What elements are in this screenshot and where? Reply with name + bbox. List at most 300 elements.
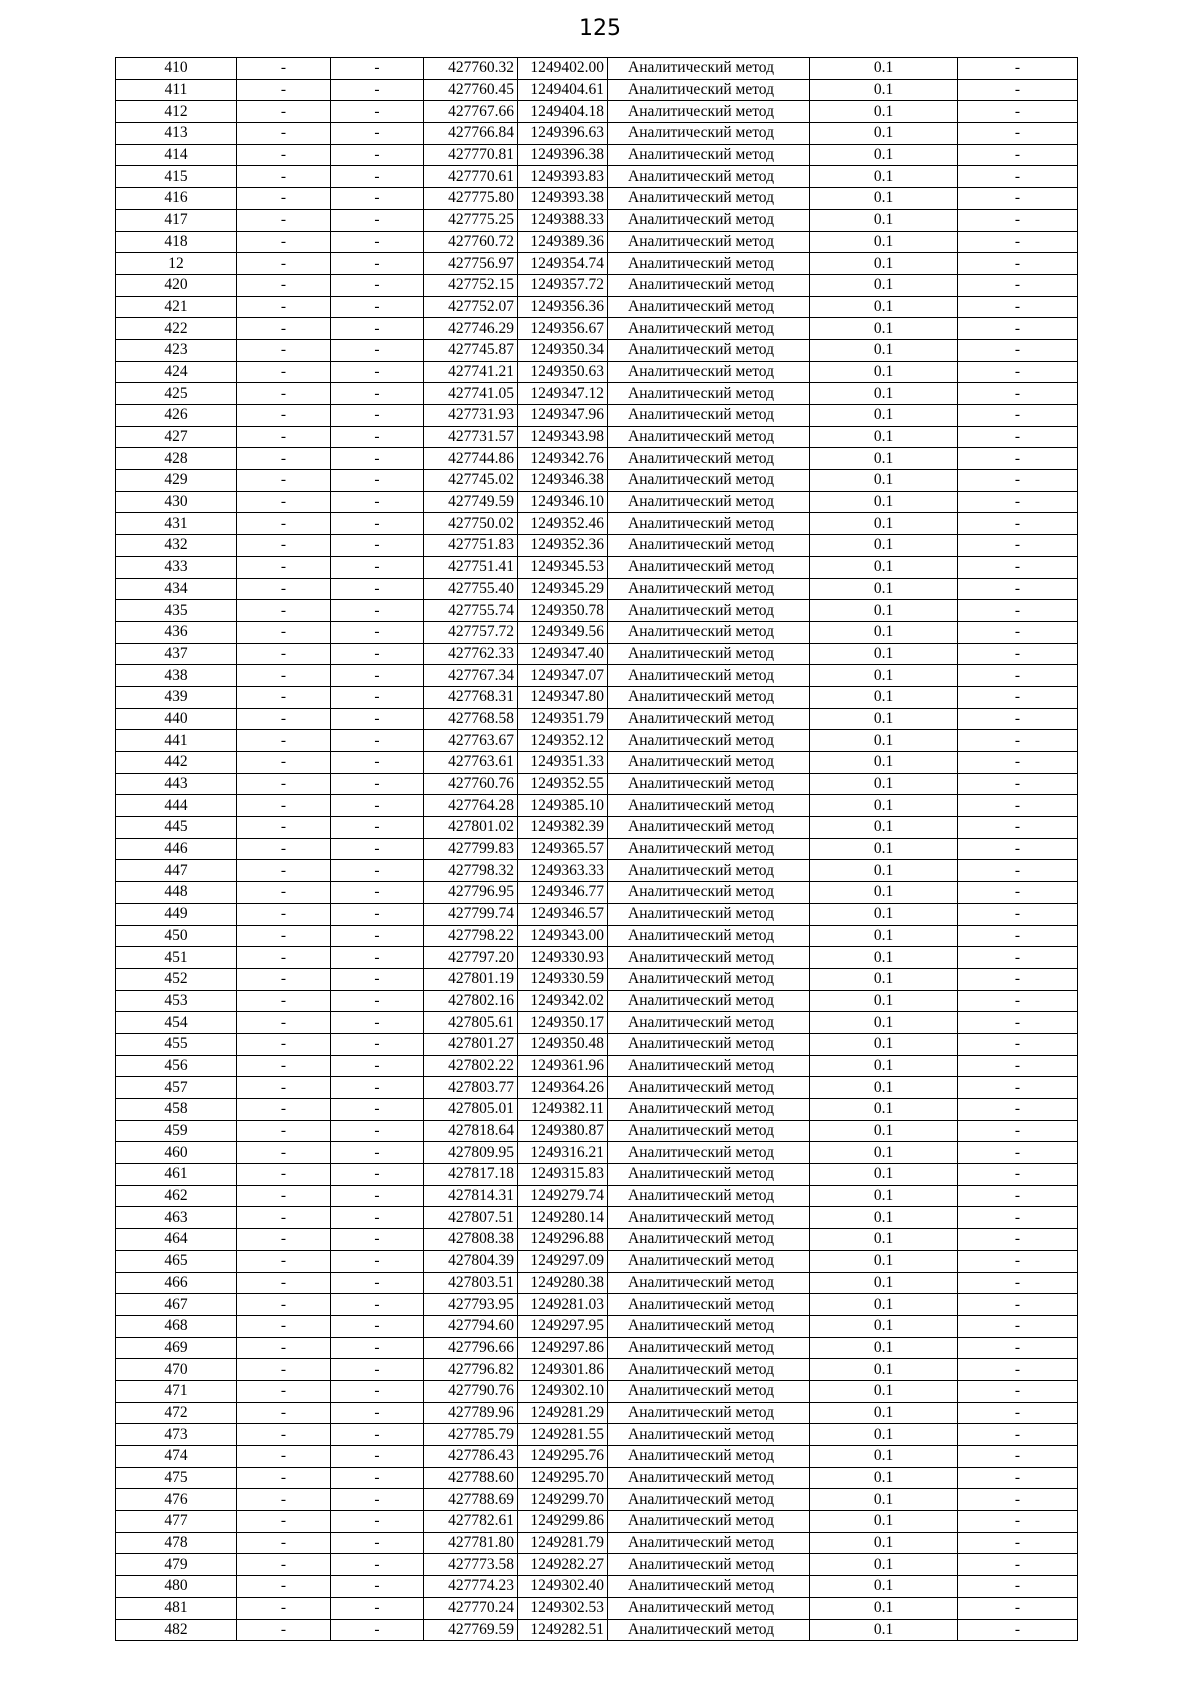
point-number-cell: 438 <box>116 665 237 687</box>
method-cell: Аналитический метод <box>608 1554 810 1576</box>
accuracy-cell: 0.1 <box>810 513 958 535</box>
empty-cell-a: - <box>237 405 331 427</box>
table-row <box>116 556 1078 578</box>
table-row <box>116 318 1078 340</box>
empty-cell-b: - <box>331 318 424 340</box>
empty-cell-b: - <box>331 860 424 882</box>
empty-cell-a: - <box>237 1120 331 1142</box>
table-row <box>116 860 1078 882</box>
x-coordinate-cell: 427803.51 <box>424 1272 518 1294</box>
y-coordinate-cell: 1249295.70 <box>518 1467 608 1489</box>
y-coordinate-cell: 1249347.96 <box>518 405 608 427</box>
accuracy-cell: 0.1 <box>810 1142 958 1164</box>
table-row <box>116 1099 1078 1121</box>
note-cell: - <box>958 513 1078 535</box>
empty-cell-a: - <box>237 144 331 166</box>
empty-cell-b: - <box>331 1272 424 1294</box>
method-cell: Аналитический метод <box>608 296 810 318</box>
y-coordinate-cell: 1249350.48 <box>518 1033 608 1055</box>
empty-cell-a: - <box>237 882 331 904</box>
y-coordinate-cell: 1249350.78 <box>518 600 608 622</box>
method-cell: Аналитический метод <box>608 79 810 101</box>
x-coordinate-cell: 427767.66 <box>424 101 518 123</box>
table-row <box>116 491 1078 513</box>
y-coordinate-cell: 1249402.00 <box>518 58 608 80</box>
x-coordinate-cell: 427770.61 <box>424 166 518 188</box>
point-number-cell: 442 <box>116 752 237 774</box>
note-cell: - <box>958 578 1078 600</box>
y-coordinate-cell: 1249363.33 <box>518 860 608 882</box>
note-cell: - <box>958 144 1078 166</box>
accuracy-cell: 0.1 <box>810 1532 958 1554</box>
empty-cell-a: - <box>237 838 331 860</box>
x-coordinate-cell: 427788.60 <box>424 1467 518 1489</box>
accuracy-cell: 0.1 <box>810 708 958 730</box>
y-coordinate-cell: 1249280.14 <box>518 1207 608 1229</box>
empty-cell-a: - <box>237 860 331 882</box>
empty-cell-a: - <box>237 947 331 969</box>
method-cell: Аналитический метод <box>608 58 810 80</box>
x-coordinate-cell: 427731.93 <box>424 405 518 427</box>
empty-cell-a: - <box>237 1099 331 1121</box>
empty-cell-b: - <box>331 795 424 817</box>
empty-cell-b: - <box>331 1576 424 1598</box>
method-cell: Аналитический метод <box>608 1359 810 1381</box>
x-coordinate-cell: 427808.38 <box>424 1229 518 1251</box>
x-coordinate-cell: 427799.74 <box>424 903 518 925</box>
accuracy-cell: 0.1 <box>810 817 958 839</box>
empty-cell-b: - <box>331 383 424 405</box>
method-cell: Аналитический метод <box>608 860 810 882</box>
method-cell: Аналитический метод <box>608 1120 810 1142</box>
method-cell: Аналитический метод <box>608 621 810 643</box>
y-coordinate-cell: 1249382.39 <box>518 817 608 839</box>
accuracy-cell: 0.1 <box>810 1619 958 1641</box>
method-cell: Аналитический метод <box>608 990 810 1012</box>
y-coordinate-cell: 1249351.33 <box>518 752 608 774</box>
note-cell: - <box>958 448 1078 470</box>
note-cell: - <box>958 795 1078 817</box>
note-cell: - <box>958 1489 1078 1511</box>
point-number-cell: 415 <box>116 166 237 188</box>
empty-cell-b: - <box>331 1033 424 1055</box>
x-coordinate-cell: 427774.23 <box>424 1576 518 1598</box>
method-cell: Аналитический метод <box>608 188 810 210</box>
y-coordinate-cell: 1249350.63 <box>518 361 608 383</box>
y-coordinate-cell: 1249343.00 <box>518 925 608 947</box>
accuracy-cell: 0.1 <box>810 752 958 774</box>
note-cell: - <box>958 1402 1078 1424</box>
empty-cell-a: - <box>237 1272 331 1294</box>
x-coordinate-cell: 427798.22 <box>424 925 518 947</box>
empty-cell-a: - <box>237 231 331 253</box>
point-number-cell: 434 <box>116 578 237 600</box>
y-coordinate-cell: 1249393.38 <box>518 188 608 210</box>
y-coordinate-cell: 1249279.74 <box>518 1185 608 1207</box>
x-coordinate-cell: 427789.96 <box>424 1402 518 1424</box>
point-number-cell: 423 <box>116 339 237 361</box>
empty-cell-b: - <box>331 1511 424 1533</box>
empty-cell-b: - <box>331 513 424 535</box>
accuracy-cell: 0.1 <box>810 188 958 210</box>
accuracy-cell: 0.1 <box>810 123 958 145</box>
point-number-cell: 445 <box>116 817 237 839</box>
empty-cell-b: - <box>331 535 424 557</box>
method-cell: Аналитический метод <box>608 1532 810 1554</box>
note-cell: - <box>958 903 1078 925</box>
empty-cell-b: - <box>331 209 424 231</box>
note-cell: - <box>958 1511 1078 1533</box>
method-cell: Аналитический метод <box>608 1380 810 1402</box>
accuracy-cell: 0.1 <box>810 1337 958 1359</box>
y-coordinate-cell: 1249364.26 <box>518 1077 608 1099</box>
empty-cell-b: - <box>331 253 424 275</box>
note-cell: - <box>958 1077 1078 1099</box>
y-coordinate-cell: 1249282.51 <box>518 1619 608 1641</box>
y-coordinate-cell: 1249346.38 <box>518 470 608 492</box>
note-cell: - <box>958 752 1078 774</box>
note-cell: - <box>958 1272 1078 1294</box>
table-row <box>116 882 1078 904</box>
point-number-cell: 450 <box>116 925 237 947</box>
accuracy-cell: 0.1 <box>810 361 958 383</box>
method-cell: Аналитический метод <box>608 1315 810 1337</box>
accuracy-cell: 0.1 <box>810 1511 958 1533</box>
empty-cell-a: - <box>237 1207 331 1229</box>
method-cell: Аналитический метод <box>608 1576 810 1598</box>
empty-cell-b: - <box>331 643 424 665</box>
note-cell: - <box>958 209 1078 231</box>
empty-cell-a: - <box>237 101 331 123</box>
x-coordinate-cell: 427756.97 <box>424 253 518 275</box>
method-cell: Аналитический метод <box>608 643 810 665</box>
empty-cell-b: - <box>331 578 424 600</box>
accuracy-cell: 0.1 <box>810 1554 958 1576</box>
method-cell: Аналитический метод <box>608 361 810 383</box>
note-cell: - <box>958 1532 1078 1554</box>
table-row <box>116 448 1078 470</box>
empty-cell-b: - <box>331 1359 424 1381</box>
empty-cell-b: - <box>331 1120 424 1142</box>
x-coordinate-cell: 427781.80 <box>424 1532 518 1554</box>
point-number-cell: 470 <box>116 1359 237 1381</box>
note-cell: - <box>958 318 1078 340</box>
point-number-cell: 437 <box>116 643 237 665</box>
accuracy-cell: 0.1 <box>810 535 958 557</box>
y-coordinate-cell: 1249299.70 <box>518 1489 608 1511</box>
y-coordinate-cell: 1249351.79 <box>518 708 608 730</box>
point-number-cell: 455 <box>116 1033 237 1055</box>
point-number-cell: 436 <box>116 621 237 643</box>
accuracy-cell: 0.1 <box>810 686 958 708</box>
empty-cell-a: - <box>237 339 331 361</box>
method-cell: Аналитический метод <box>608 274 810 296</box>
accuracy-cell: 0.1 <box>810 1077 958 1099</box>
accuracy-cell: 0.1 <box>810 339 958 361</box>
empty-cell-a: - <box>237 968 331 990</box>
note-cell: - <box>958 470 1078 492</box>
table-row <box>116 1142 1078 1164</box>
note-cell: - <box>958 1554 1078 1576</box>
table-row <box>116 426 1078 448</box>
empty-cell-b: - <box>331 925 424 947</box>
y-coordinate-cell: 1249356.67 <box>518 318 608 340</box>
note-cell: - <box>958 1467 1078 1489</box>
empty-cell-b: - <box>331 1489 424 1511</box>
method-cell: Аналитический метод <box>608 838 810 860</box>
y-coordinate-cell: 1249347.80 <box>518 686 608 708</box>
empty-cell-a: - <box>237 1576 331 1598</box>
table-row <box>116 795 1078 817</box>
method-cell: Аналитический метод <box>608 405 810 427</box>
x-coordinate-cell: 427786.43 <box>424 1446 518 1468</box>
empty-cell-b: - <box>331 79 424 101</box>
accuracy-cell: 0.1 <box>810 58 958 80</box>
note-cell: - <box>958 556 1078 578</box>
page-number: 125 <box>579 16 621 41</box>
note-cell: - <box>958 426 1078 448</box>
method-cell: Аналитический метод <box>608 1337 810 1359</box>
y-coordinate-cell: 1249396.63 <box>518 123 608 145</box>
y-coordinate-cell: 1249404.61 <box>518 79 608 101</box>
accuracy-cell: 0.1 <box>810 1207 958 1229</box>
empty-cell-b: - <box>331 990 424 1012</box>
y-coordinate-cell: 1249347.40 <box>518 643 608 665</box>
note-cell: - <box>958 773 1078 795</box>
empty-cell-a: - <box>237 296 331 318</box>
accuracy-cell: 0.1 <box>810 643 958 665</box>
point-number-cell: 460 <box>116 1142 237 1164</box>
note-cell: - <box>958 339 1078 361</box>
method-cell: Аналитический метод <box>608 1619 810 1641</box>
empty-cell-a: - <box>237 166 331 188</box>
note-cell: - <box>958 968 1078 990</box>
empty-cell-a: - <box>237 1619 331 1641</box>
point-number-cell: 468 <box>116 1315 237 1337</box>
empty-cell-a: - <box>237 1380 331 1402</box>
y-coordinate-cell: 1249296.88 <box>518 1229 608 1251</box>
method-cell: Аналитический метод <box>608 1597 810 1619</box>
y-coordinate-cell: 1249342.02 <box>518 990 608 1012</box>
point-number-cell: 410 <box>116 58 237 80</box>
accuracy-cell: 0.1 <box>810 296 958 318</box>
x-coordinate-cell: 427755.74 <box>424 600 518 622</box>
method-cell: Аналитический метод <box>608 968 810 990</box>
x-coordinate-cell: 427770.24 <box>424 1597 518 1619</box>
empty-cell-b: - <box>331 1055 424 1077</box>
point-number-cell: 480 <box>116 1576 237 1598</box>
method-cell: Аналитический метод <box>608 1142 810 1164</box>
table-row <box>116 1250 1078 1272</box>
accuracy-cell: 0.1 <box>810 231 958 253</box>
method-cell: Аналитический метод <box>608 1077 810 1099</box>
accuracy-cell: 0.1 <box>810 968 958 990</box>
x-coordinate-cell: 427745.87 <box>424 339 518 361</box>
table-row <box>116 1359 1078 1381</box>
y-coordinate-cell: 1249316.21 <box>518 1142 608 1164</box>
point-number-cell: 454 <box>116 1012 237 1034</box>
point-number-cell: 425 <box>116 383 237 405</box>
empty-cell-b: - <box>331 231 424 253</box>
method-cell: Аналитический метод <box>608 600 810 622</box>
method-cell: Аналитический метод <box>608 1185 810 1207</box>
table-row <box>116 1012 1078 1034</box>
point-number-cell: 443 <box>116 773 237 795</box>
empty-cell-b: - <box>331 274 424 296</box>
accuracy-cell: 0.1 <box>810 1164 958 1186</box>
empty-cell-a: - <box>237 470 331 492</box>
empty-cell-b: - <box>331 1294 424 1316</box>
y-coordinate-cell: 1249393.83 <box>518 166 608 188</box>
empty-cell-b: - <box>331 58 424 80</box>
x-coordinate-cell: 427805.01 <box>424 1099 518 1121</box>
table-row <box>116 1272 1078 1294</box>
accuracy-cell: 0.1 <box>810 1120 958 1142</box>
empty-cell-b: - <box>331 1467 424 1489</box>
table-row <box>116 470 1078 492</box>
y-coordinate-cell: 1249281.29 <box>518 1402 608 1424</box>
accuracy-cell: 0.1 <box>810 795 958 817</box>
empty-cell-a: - <box>237 1532 331 1554</box>
y-coordinate-cell: 1249349.56 <box>518 621 608 643</box>
method-cell: Аналитический метод <box>608 1294 810 1316</box>
table-row <box>116 1467 1078 1489</box>
empty-cell-b: - <box>331 405 424 427</box>
note-cell: - <box>958 925 1078 947</box>
empty-cell-a: - <box>237 1033 331 1055</box>
note-cell: - <box>958 1250 1078 1272</box>
method-cell: Аналитический метод <box>608 339 810 361</box>
note-cell: - <box>958 1055 1078 1077</box>
note-cell: - <box>958 1359 1078 1381</box>
note-cell: - <box>958 1576 1078 1598</box>
y-coordinate-cell: 1249404.18 <box>518 101 608 123</box>
point-number-cell: 426 <box>116 405 237 427</box>
empty-cell-b: - <box>331 1077 424 1099</box>
accuracy-cell: 0.1 <box>810 79 958 101</box>
y-coordinate-cell: 1249302.10 <box>518 1380 608 1402</box>
table-row <box>116 535 1078 557</box>
table-row <box>116 296 1078 318</box>
point-number-cell: 459 <box>116 1120 237 1142</box>
y-coordinate-cell: 1249352.12 <box>518 730 608 752</box>
x-coordinate-cell: 427801.02 <box>424 817 518 839</box>
table-row <box>116 1120 1078 1142</box>
accuracy-cell: 0.1 <box>810 1380 958 1402</box>
x-coordinate-cell: 427788.69 <box>424 1489 518 1511</box>
accuracy-cell: 0.1 <box>810 405 958 427</box>
point-number-cell: 476 <box>116 1489 237 1511</box>
y-coordinate-cell: 1249343.98 <box>518 426 608 448</box>
note-cell: - <box>958 231 1078 253</box>
note-cell: - <box>958 1294 1078 1316</box>
empty-cell-a: - <box>237 1424 331 1446</box>
method-cell: Аналитический метод <box>608 1164 810 1186</box>
empty-cell-a: - <box>237 686 331 708</box>
method-cell: Аналитический метод <box>608 426 810 448</box>
point-number-cell: 451 <box>116 947 237 969</box>
accuracy-cell: 0.1 <box>810 903 958 925</box>
x-coordinate-cell: 427744.86 <box>424 448 518 470</box>
method-cell: Аналитический метод <box>608 101 810 123</box>
method-cell: Аналитический метод <box>608 947 810 969</box>
note-cell: - <box>958 253 1078 275</box>
point-number-cell: 427 <box>116 426 237 448</box>
empty-cell-a: - <box>237 1185 331 1207</box>
accuracy-cell: 0.1 <box>810 318 958 340</box>
note-cell: - <box>958 1185 1078 1207</box>
note-cell: - <box>958 1099 1078 1121</box>
y-coordinate-cell: 1249301.86 <box>518 1359 608 1381</box>
empty-cell-b: - <box>331 1532 424 1554</box>
note-cell: - <box>958 101 1078 123</box>
point-number-cell: 413 <box>116 123 237 145</box>
point-number-cell: 471 <box>116 1380 237 1402</box>
x-coordinate-cell: 427749.59 <box>424 491 518 513</box>
empty-cell-b: - <box>331 123 424 145</box>
accuracy-cell: 0.1 <box>810 882 958 904</box>
point-number-cell: 482 <box>116 1619 237 1641</box>
table-row <box>116 1597 1078 1619</box>
empty-cell-a: - <box>237 817 331 839</box>
empty-cell-a: - <box>237 274 331 296</box>
method-cell: Аналитический метод <box>608 318 810 340</box>
note-cell: - <box>958 990 1078 1012</box>
method-cell: Аналитический метод <box>608 1489 810 1511</box>
y-coordinate-cell: 1249380.87 <box>518 1120 608 1142</box>
x-coordinate-cell: 427763.61 <box>424 752 518 774</box>
note-cell: - <box>958 274 1078 296</box>
empty-cell-a: - <box>237 1446 331 1468</box>
empty-cell-a: - <box>237 795 331 817</box>
y-coordinate-cell: 1249302.53 <box>518 1597 608 1619</box>
empty-cell-a: - <box>237 1597 331 1619</box>
empty-cell-a: - <box>237 383 331 405</box>
x-coordinate-cell: 427751.83 <box>424 535 518 557</box>
empty-cell-a: - <box>237 361 331 383</box>
empty-cell-a: - <box>237 1077 331 1099</box>
empty-cell-a: - <box>237 708 331 730</box>
x-coordinate-cell: 427760.76 <box>424 773 518 795</box>
y-coordinate-cell: 1249385.10 <box>518 795 608 817</box>
empty-cell-a: - <box>237 1164 331 1186</box>
accuracy-cell: 0.1 <box>810 1294 958 1316</box>
y-coordinate-cell: 1249345.29 <box>518 578 608 600</box>
table-row <box>116 578 1078 600</box>
table-row <box>116 621 1078 643</box>
x-coordinate-cell: 427775.80 <box>424 188 518 210</box>
note-cell: - <box>958 383 1078 405</box>
empty-cell-b: - <box>331 361 424 383</box>
y-coordinate-cell: 1249281.79 <box>518 1532 608 1554</box>
x-coordinate-cell: 427803.77 <box>424 1077 518 1099</box>
empty-cell-b: - <box>331 1229 424 1251</box>
accuracy-cell: 0.1 <box>810 274 958 296</box>
table-row <box>116 817 1078 839</box>
x-coordinate-cell: 427814.31 <box>424 1185 518 1207</box>
table-row <box>116 188 1078 210</box>
point-number-cell: 412 <box>116 101 237 123</box>
note-cell: - <box>958 686 1078 708</box>
point-number-cell: 478 <box>116 1532 237 1554</box>
empty-cell-a: - <box>237 925 331 947</box>
empty-cell-b: - <box>331 1554 424 1576</box>
y-coordinate-cell: 1249330.93 <box>518 947 608 969</box>
y-coordinate-cell: 1249330.59 <box>518 968 608 990</box>
accuracy-cell: 0.1 <box>810 253 958 275</box>
x-coordinate-cell: 427755.40 <box>424 578 518 600</box>
y-coordinate-cell: 1249295.76 <box>518 1446 608 1468</box>
